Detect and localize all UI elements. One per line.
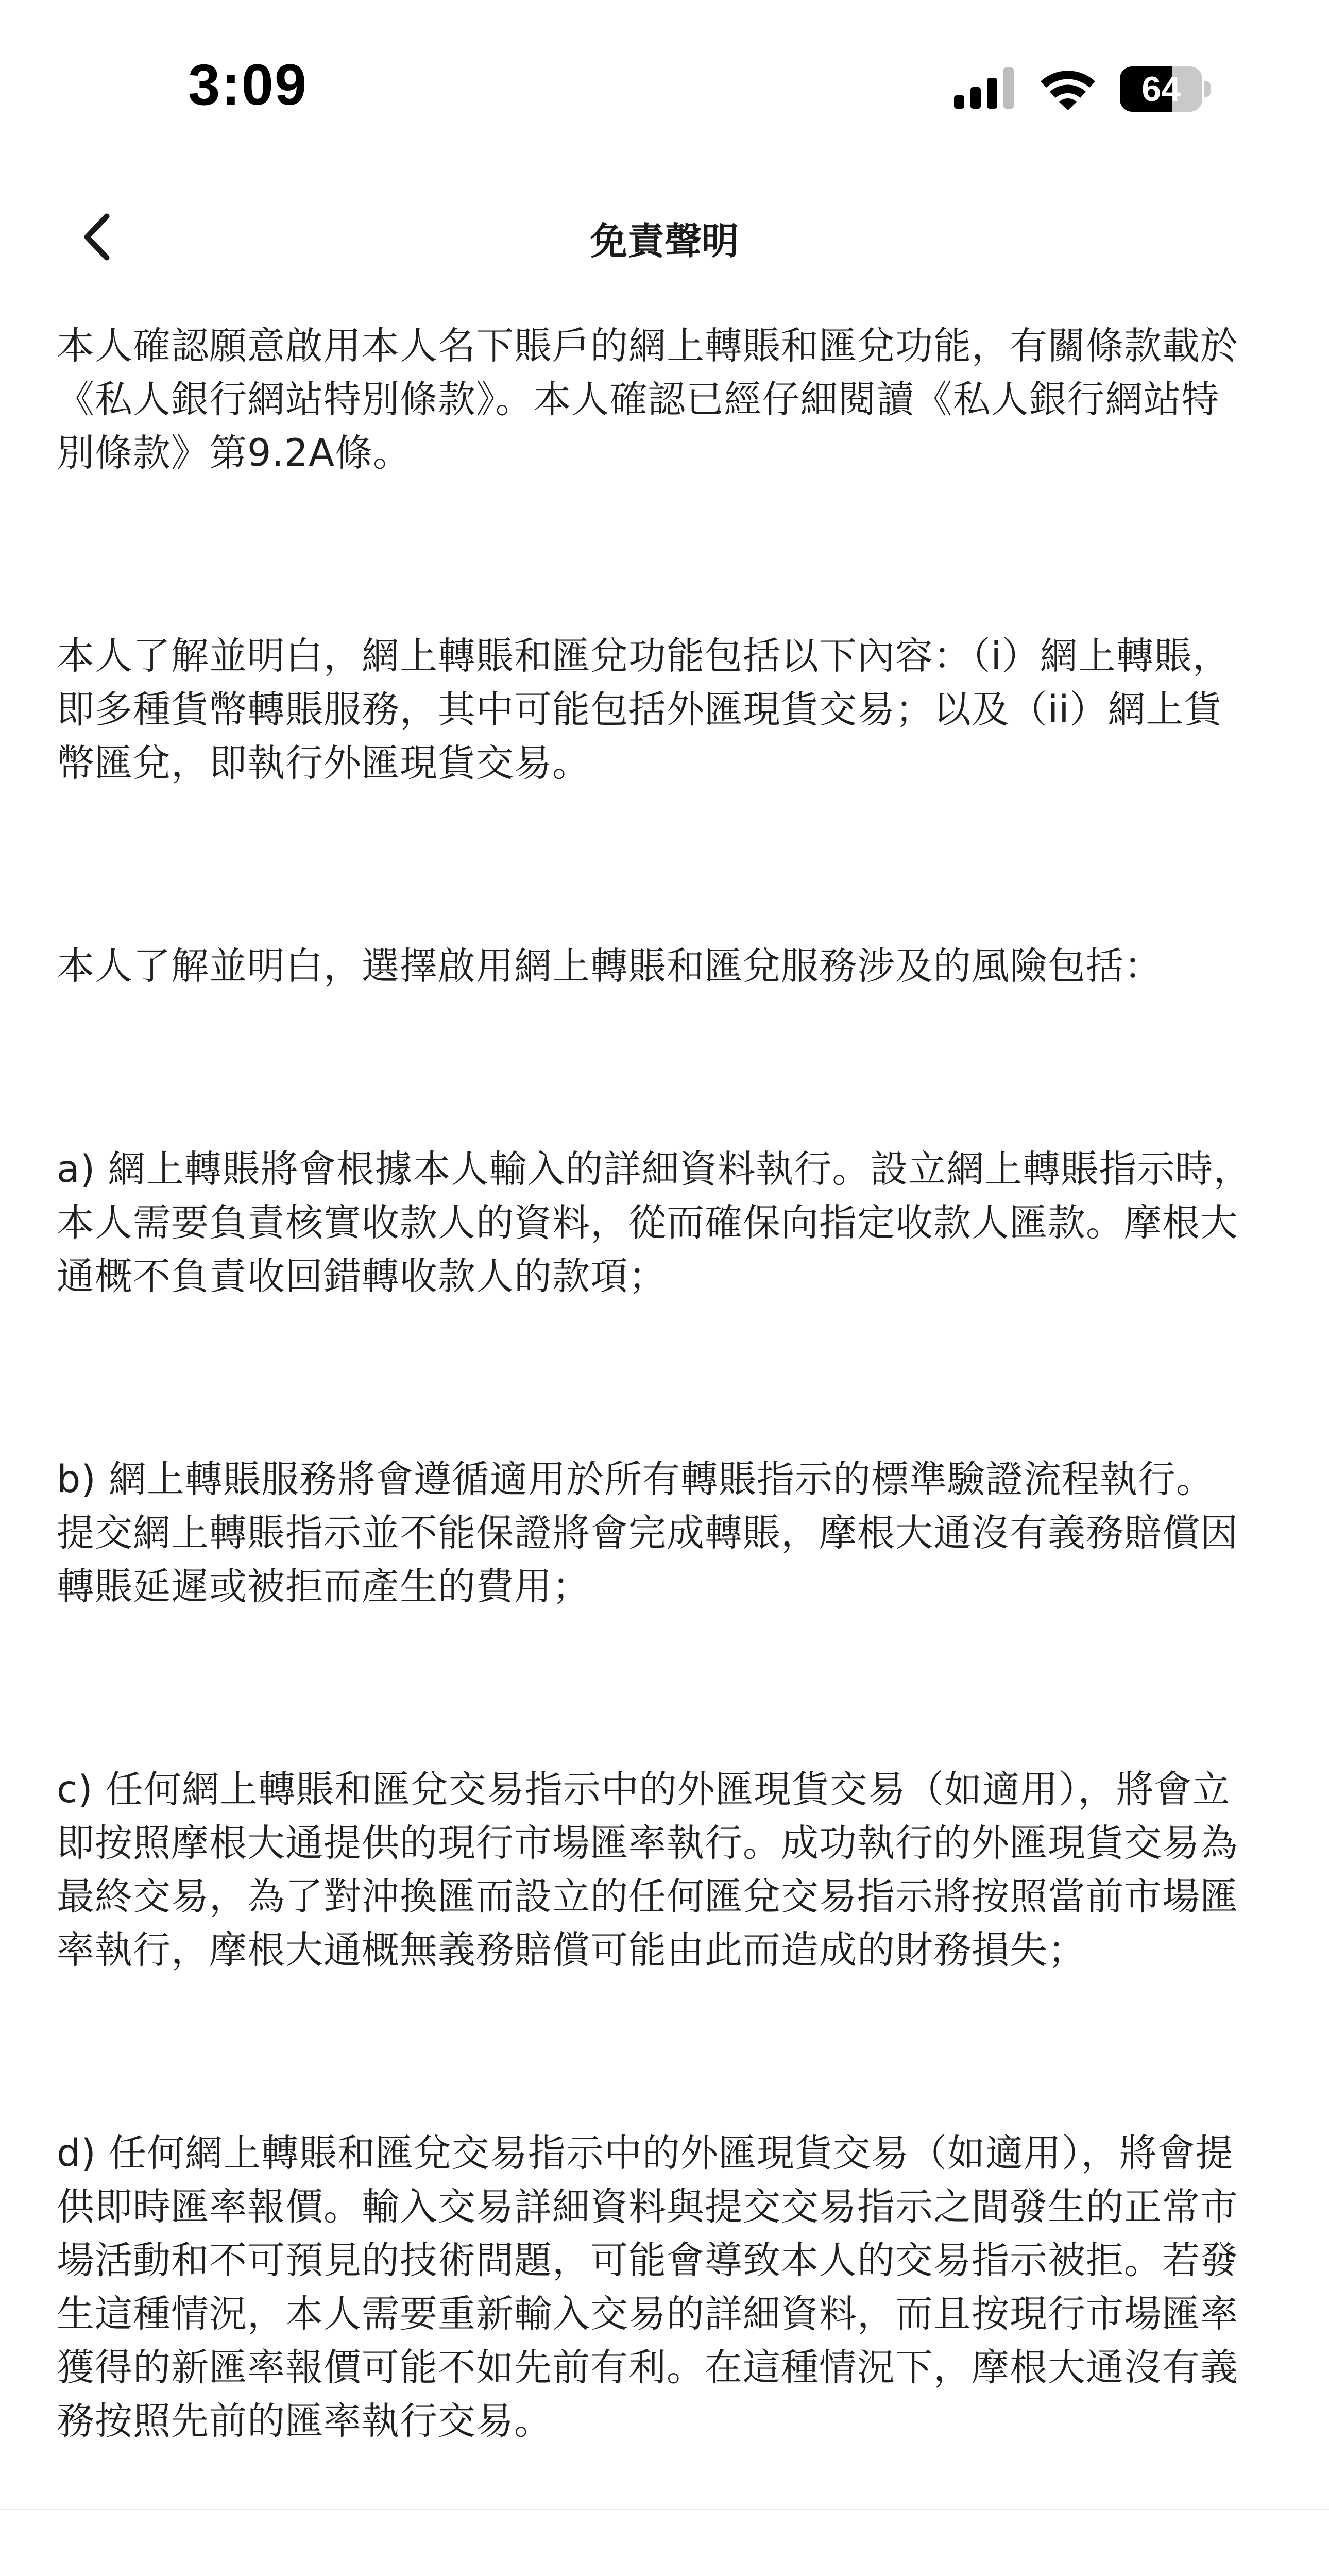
- cellular-signal-icon: [954, 67, 1016, 111]
- disclaimer-paragraph: a) 網上轉賬將會根據本人輸入的詳細資料執行。設立網上轉賬指示時，本人需要負責核實收款人的資料，從而確保向指定收款人匯款。摩根大通概不負責收回錯轉收款人的款項；: [57, 1147, 1252, 1298]
- disclaimer-paragraph: d) 任何網上轉賬和匯兌交易指示中的外匯現貨交易（如適用），將會提供即時匯率報價。輸入交易詳細資料與提交交易指示之間發生的正常市場活動和不可預見的技術問題，可能會導致本人的交易指示被拒。若發生這種情況，本人需要重新輸入交易的詳細資料，而且按現行市場匯率獲得的新匯率報價可能不如先前有利。在這種情況下，摩根大通沒有義務按照先前的匯率執行交易。: [57, 2131, 1238, 2443]
- disclaimer-content[interactable]: [57, 319, 1252, 2509]
- disclaimer-paragraph: 本人確認願意啟用本人名下賬戶的網上轉賬和匯兌功能，有關條款載於《私人銀行網站特別條款》。本人確認已經仔細閱讀《私人銀行網站特別條款》第9.2A條。: [57, 324, 1238, 475]
- header: [0, 191, 1329, 283]
- disclaimer-paragraph: 本人了解並明白，網上轉賬和匯兌功能包括以下內容：（i）網上轉賬，即多種貨幣轉賬服務，其中可能包括外匯現貨交易；以及（ii）網上貨幣匯兌，即執行外匯現貨交易。: [57, 634, 1231, 785]
- disclaimer-paragraph: 本人了解並明白，選擇啟用網上轉賬和匯兌服務涉及的風險包括：: [57, 944, 1162, 988]
- status-icons: [954, 66, 1211, 112]
- status-time: 3:09: [188, 53, 308, 117]
- battery-icon: [1120, 66, 1211, 112]
- page-title: 免責聲明: [590, 219, 739, 263]
- battery-level: 64: [1141, 70, 1181, 109]
- disclaimer-paragraph: b) 網上轉賬服務將會遵循適用於所有轉賬指示的標準驗證流程執行。提交網上轉賬指示並不能保證將會完成轉賬，摩根大通沒有義務賠償因轉賬延遲或被拒而產生的費用；: [57, 1458, 1238, 1608]
- status-bar: [0, 0, 1329, 155]
- wifi-icon: [1037, 66, 1098, 112]
- disclaimer-paragraph: c) 任何網上轉賬和匯兌交易指示中的外匯現貨交易（如適用），將會立即按照摩根大通提供的現行市場匯率執行。成功執行的外匯現貨交易為最終交易，為了對沖換匯而設立的任何匯兌交易指示將按照當前市場匯率執行，摩根大通概無義務賠償可能由此而造成的財務損失；: [57, 1768, 1238, 1972]
- footer-divider: [0, 2509, 1329, 2510]
